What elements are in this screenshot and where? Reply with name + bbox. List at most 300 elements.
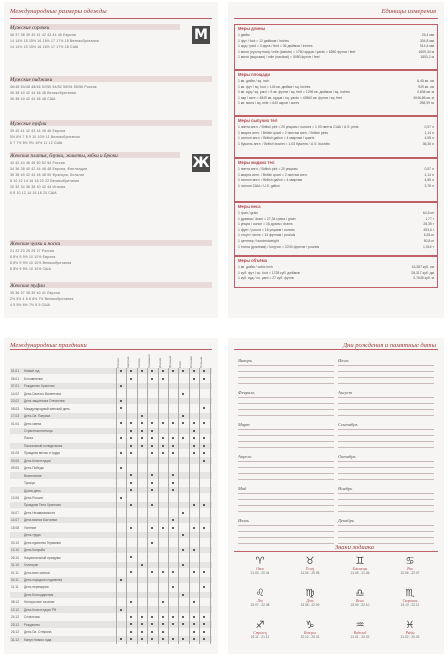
- divider: [234, 551, 438, 552]
- holiday-row: [10, 443, 212, 449]
- measure-line: [238, 217, 434, 221]
- holiday-row: [10, 375, 212, 381]
- holidays-table: [10, 354, 212, 650]
- size-row: 36 38 40 42 44 46 48 США: [10, 97, 56, 101]
- write-line: [238, 435, 334, 436]
- zodiac-dates: 22.12 - 20.01: [300, 635, 320, 639]
- size-row: 4 5 5½ 6½ 7½ 8 9 США: [10, 303, 51, 307]
- holiday-mark: [162, 623, 164, 625]
- zodiac-name: Рыбы: [405, 631, 415, 635]
- zodiac-sign: [390, 556, 430, 575]
- holiday-mark: [141, 415, 143, 417]
- measure-line: [238, 184, 434, 188]
- holiday-mark: [151, 370, 153, 372]
- zodiac-sign: [240, 588, 280, 607]
- holiday-mark: [172, 445, 174, 447]
- measure-value: 0,57 л: [424, 125, 434, 129]
- zodiac-icon: ♑: [305, 620, 315, 631]
- holiday-mark: [151, 430, 153, 432]
- measure-value: 25,4 мм: [421, 33, 434, 37]
- write-line: [338, 441, 434, 442]
- measure-value: 0,7645 куб. м: [413, 276, 434, 281]
- zodiac-dates: 21.01 - 20.02: [350, 635, 370, 639]
- holiday-mark: [162, 631, 164, 633]
- divider: [234, 349, 438, 350]
- month-label: Сентябрь: [338, 422, 358, 427]
- holiday-name: День Победы: [24, 466, 44, 471]
- column-header: Россия: [116, 358, 120, 368]
- measure-unit: 1 стоун / stone = 14 фунтам / pounds: [238, 233, 296, 238]
- write-line: [338, 473, 434, 474]
- holiday-name: Непорочное зачатие: [24, 600, 55, 605]
- divider: [10, 18, 212, 19]
- holiday-mark: [203, 616, 205, 618]
- holiday-row: [10, 413, 212, 419]
- write-line: [238, 537, 334, 538]
- holiday-row: [10, 539, 212, 545]
- holiday-row: [10, 398, 212, 404]
- measure-line: [238, 211, 434, 215]
- holiday-mark: [120, 407, 122, 409]
- section-title: Мужские туфли: [10, 120, 47, 127]
- holiday-date: 08.03: [11, 406, 19, 411]
- holiday-mark: [182, 534, 184, 536]
- holiday-row: [10, 487, 212, 493]
- holiday-name: Духов день: [24, 488, 41, 493]
- holiday-mark: [193, 601, 195, 603]
- holiday-row: [10, 532, 212, 538]
- holiday-name: Канун Нового года: [24, 637, 52, 642]
- holiday-date: 06.01: [11, 376, 19, 381]
- holiday-mark: [203, 638, 205, 640]
- holiday-mark: [120, 437, 122, 439]
- month-label: Декабрь: [338, 518, 354, 523]
- holiday-mark: [130, 601, 132, 603]
- holiday-name: Национальный праздник: [24, 555, 61, 560]
- measure-unit: 1 куб. ярд / cu. yard = 27 куб. футов: [238, 276, 294, 281]
- zodiac-icon: ♉: [305, 556, 315, 567]
- holiday-mark: [172, 437, 174, 439]
- measure-unit: 1 кв. дюйм / sq. inch: [238, 79, 270, 83]
- write-line: [338, 415, 434, 416]
- measure-value: 1,77 г: [425, 216, 434, 221]
- column-header: Франция: [168, 355, 172, 368]
- write-line: [338, 461, 434, 462]
- holiday-row: [10, 502, 212, 508]
- holiday-mark: [203, 631, 205, 633]
- write-line: [238, 383, 334, 384]
- holiday-mark: [193, 370, 195, 372]
- holiday-mark: [141, 437, 143, 439]
- write-line: [238, 415, 334, 416]
- holiday-mark: [162, 601, 164, 603]
- holiday-mark: [203, 623, 205, 625]
- holiday-date: 01.01: [11, 369, 19, 374]
- holiday-name: Хэллоуин: [24, 563, 39, 568]
- holiday-row: [10, 621, 212, 627]
- zodiac-icon: ♌: [255, 588, 265, 599]
- zodiac-sign: [290, 556, 330, 575]
- holiday-mark: [162, 437, 164, 439]
- holiday-mark: [120, 422, 122, 424]
- zodiac-sign: [290, 588, 330, 607]
- measures-page: [228, 2, 444, 318]
- measure-line: [238, 125, 434, 129]
- holiday-date: 15.08: [11, 525, 19, 530]
- size-row: 46/48 50/48 48/46 52/50 54/52 56/54 58/56 Россия: [10, 85, 97, 89]
- holiday-date: 03.05: [11, 458, 19, 463]
- measure-line: [238, 33, 434, 37]
- holiday-mark: [120, 385, 122, 387]
- measure-value: 914,4 мм: [419, 44, 434, 49]
- write-line: [238, 429, 334, 430]
- holiday-row: [10, 480, 212, 486]
- measure-line: [238, 55, 434, 59]
- measure-line: [238, 239, 434, 243]
- size-row: 8 8½ 9 9½ 10 10½ Европа: [10, 255, 56, 259]
- holiday-row: [10, 592, 212, 598]
- month-label: Октябрь: [338, 454, 356, 459]
- write-line: [238, 511, 334, 512]
- holiday-date: 26.12: [11, 630, 19, 635]
- zodiac-name: Стрелец: [253, 631, 267, 635]
- holiday-mark: [130, 378, 132, 380]
- holiday-mark: [130, 474, 132, 476]
- section-logo-icon: Ж: [192, 155, 210, 171]
- holiday-mark: [120, 579, 122, 581]
- zodiac-name: Козерог: [304, 631, 316, 635]
- section-title: Мужские сорочки: [10, 24, 50, 31]
- measure-value: 1853,2 м: [420, 55, 434, 60]
- measure-heading: Меры веса: [238, 204, 261, 209]
- measure-line: [238, 50, 434, 54]
- holiday-row: [10, 465, 212, 471]
- birthdays-page: [228, 338, 444, 654]
- holiday-mark: [193, 616, 195, 618]
- write-line: [338, 409, 434, 410]
- holiday-mark: [193, 378, 195, 380]
- zodiac-dates: 21.04 - 20.05: [300, 571, 320, 575]
- size-row: 36 38 40 42 44 46 48 Великобритания: [10, 91, 77, 95]
- holiday-mark: [203, 445, 205, 447]
- holiday-mark: [162, 571, 164, 573]
- size-row: 6 7 7½ 8½ 9½ 10½ 11 12 США: [10, 141, 63, 145]
- holiday-name: Праздник весны и труда: [24, 451, 60, 456]
- holiday-mark: [162, 422, 164, 424]
- holiday-row: [10, 614, 212, 620]
- holiday-mark: [172, 422, 174, 424]
- measure-unit: 1 фунт / pound = 16 унциям / ounces: [238, 227, 295, 232]
- holiday-name: День народного единства: [24, 577, 62, 582]
- holiday-mark: [151, 527, 153, 529]
- holiday-date: 01.11: [11, 570, 19, 575]
- holiday-mark: [203, 370, 205, 372]
- holiday-name: День Святого Валентина: [24, 391, 61, 396]
- write-line: [338, 377, 434, 378]
- holiday-mark: [151, 616, 153, 618]
- measure-line: [238, 44, 434, 48]
- measure-unit: 1 пинта англ. / British pint = 20 унциям: [238, 167, 298, 171]
- zodiac-icon: ♎: [355, 588, 365, 599]
- size-row: 36 38 40 42 44 46 48 50 Франция, Бельгия: [10, 173, 85, 177]
- month-label: Февраль: [238, 390, 255, 395]
- write-line: [338, 383, 434, 384]
- write-line: [238, 409, 334, 410]
- measure-heading: Меры объёма: [238, 258, 267, 263]
- holiday-name: День России: [24, 496, 43, 501]
- holiday-date: 11.11: [11, 585, 19, 590]
- holiday-mark: [203, 422, 205, 424]
- measure-line: [238, 265, 434, 269]
- zodiac-dates: 21.02 - 20.03: [400, 635, 420, 639]
- write-line: [238, 377, 334, 378]
- holiday-row: [10, 495, 212, 501]
- zodiac-sign: [290, 620, 330, 639]
- page-title: Дни рождения и памятные даты: [342, 342, 436, 349]
- holiday-mark: [130, 430, 132, 432]
- measure-heading: Меры сыпучих тел: [238, 118, 278, 123]
- zodiac-sign: [240, 620, 280, 639]
- size-row: 35 36 37 38 39 40 41 Европа: [10, 291, 60, 295]
- holiday-mark: [130, 482, 132, 484]
- holiday-mark: [203, 378, 205, 380]
- measure-line: [238, 39, 434, 43]
- measure-line: [238, 131, 434, 135]
- measure-value: 50,8 кг: [423, 239, 434, 243]
- holiday-name: День всех святых: [24, 570, 50, 575]
- size-row: 8 8½ 9 9½ 10 10½ США: [10, 267, 52, 271]
- month-label: Март: [238, 422, 250, 427]
- holiday-name: Богоявление: [24, 376, 44, 381]
- measure-line: [238, 90, 434, 94]
- holiday-row: [10, 390, 212, 396]
- zodiac-icon: ♏: [405, 588, 415, 599]
- holiday-row: [10, 524, 212, 530]
- holiday-date: 01.04: [11, 421, 19, 426]
- holiday-mark: [141, 623, 143, 625]
- section-logo-icon: М: [192, 26, 210, 44]
- month-label: Август: [338, 390, 352, 395]
- measure-line: [238, 233, 434, 237]
- holiday-mark: [182, 549, 184, 551]
- holiday-mark: [193, 638, 195, 640]
- write-line: [338, 525, 434, 526]
- holiday-mark: [203, 437, 205, 439]
- zodiac-dates: 23.09 - 22.10: [350, 603, 370, 607]
- zodiac-name: Близнецы: [352, 567, 368, 571]
- zodiac-icon: ♍: [305, 588, 315, 599]
- page-title: Международные праздники: [10, 342, 87, 349]
- holiday-name: Успение: [24, 525, 37, 530]
- zodiac-name: Скорпион: [402, 599, 418, 603]
- measure-line: [238, 271, 434, 275]
- measure-unit: 1 кв. дюйм / cubic inch: [238, 265, 273, 269]
- holiday-mark: [130, 504, 132, 506]
- holiday-name: День Св. Патрика: [24, 414, 51, 419]
- holiday-mark: [120, 370, 122, 372]
- write-line: [238, 505, 334, 506]
- month-label: Ноябрь: [338, 486, 353, 491]
- holiday-mark: [120, 452, 122, 454]
- measure-unit: 1 дюйм: [238, 33, 250, 37]
- measure-line: [238, 276, 434, 280]
- holiday-mark: [172, 623, 174, 625]
- holiday-mark: [162, 527, 164, 529]
- zodiac-name: Лев: [257, 599, 263, 603]
- holiday-mark: [120, 467, 122, 469]
- holiday-mark: [130, 445, 132, 447]
- zodiac-name: Водолей: [353, 631, 367, 635]
- write-line: [238, 531, 334, 532]
- zodiac-icon: ♋: [405, 556, 415, 567]
- zodiac-sign: [340, 620, 380, 639]
- holiday-date: 12.06: [11, 496, 19, 501]
- measure-line: [238, 142, 434, 146]
- holiday-name: День взятия Бастилии: [24, 518, 58, 523]
- holiday-name: Международный женский день: [24, 406, 70, 411]
- holiday-mark: [130, 452, 132, 454]
- holiday-name: Рождество Христово: [24, 384, 55, 389]
- measure-line: [238, 178, 434, 182]
- holiday-mark: [193, 430, 195, 432]
- measure-unit: 1 куб. фут / cu. foot = 1728 куб. дюймов: [238, 270, 300, 275]
- write-line: [338, 511, 434, 512]
- holiday-mark: [182, 370, 184, 372]
- holiday-mark: [172, 474, 174, 476]
- page-title: Единицы измерения: [381, 8, 436, 15]
- measure-value: 453,6 г: [423, 227, 434, 232]
- holiday-mark: [141, 422, 143, 424]
- measure-unit: 1 акр / acre = 4840 кв. ярдов / sq. yards = 43560 кв. футов / sq. feet: [238, 95, 342, 100]
- write-line: [238, 543, 334, 544]
- holiday-row: [10, 420, 212, 426]
- column-header: Италия: [157, 357, 162, 368]
- holiday-mark: [151, 623, 153, 625]
- write-line: [338, 371, 434, 372]
- holiday-mark: [193, 445, 195, 447]
- zodiac-dates: 22.06 - 22.07: [400, 571, 420, 575]
- holiday-mark: [141, 430, 143, 432]
- holiday-date: 14.02: [11, 391, 19, 396]
- holiday-row: [10, 368, 212, 374]
- holiday-row: [10, 457, 212, 463]
- holiday-mark: [141, 564, 143, 566]
- holiday-date: 03.10: [11, 540, 19, 545]
- holiday-row: [10, 472, 212, 478]
- holiday-date: 01.05: [11, 451, 19, 456]
- holiday-name: День Конституции РФ: [24, 607, 57, 612]
- holiday-name: Рождество: [24, 622, 40, 627]
- zodiac-name: Овен: [256, 567, 264, 571]
- measure-line: [238, 79, 434, 83]
- month-label: Январь: [238, 358, 252, 363]
- month-label: Апрель: [238, 454, 252, 459]
- holiday-date: 08.12: [11, 600, 19, 605]
- measure-value: 28,317 куб. дм: [411, 270, 434, 275]
- month-label: Июнь: [238, 518, 249, 523]
- holiday-mark: [203, 586, 205, 588]
- holiday-mark: [130, 616, 132, 618]
- holiday-date: 12.10: [11, 548, 19, 553]
- holiday-mark: [151, 631, 153, 633]
- holiday-mark: [182, 422, 184, 424]
- zodiac-name: Весы: [356, 599, 364, 603]
- column-header: Испания: [188, 356, 193, 368]
- write-line: [338, 493, 434, 494]
- measure-heading: Меры длины: [238, 26, 266, 31]
- holiday-mark: [193, 623, 195, 625]
- holiday-mark: [182, 415, 184, 417]
- holiday-mark: [162, 370, 164, 372]
- holiday-mark: [141, 631, 143, 633]
- month-label: Июль: [338, 358, 349, 363]
- holiday-name: День Конституции: [24, 458, 51, 463]
- holiday-mark: [151, 437, 153, 439]
- holiday-mark: [151, 378, 153, 380]
- holiday-name: День Благодарения: [24, 592, 54, 597]
- holiday-mark: [130, 370, 132, 372]
- measure-value: 304,8 мм: [419, 38, 434, 43]
- holiday-mark: [162, 638, 164, 640]
- measure-unit: 1 галлон англ. / British gallon = 4 квартам: [238, 178, 303, 183]
- holiday-mark: [203, 527, 205, 529]
- measure-unit: 1 пинта англ. / British pint = 20 унциям / ounces = 1,03 пинты США / U.S. pints: [238, 125, 359, 129]
- size-row: 39 40 41 42 43 44 45 46 Европа: [10, 129, 66, 133]
- holiday-mark: [130, 556, 132, 558]
- holiday-row: [10, 428, 212, 434]
- holiday-mark: [130, 437, 132, 439]
- measure-value: 28,35 г: [423, 222, 434, 227]
- write-line: [238, 397, 334, 398]
- holiday-mark: [130, 571, 132, 573]
- holiday-name: День защитника Отечества: [24, 399, 65, 404]
- measure-value: 36,36 л: [422, 141, 434, 146]
- measure-value: 3,78 л: [424, 183, 434, 188]
- holiday-name: Троица: [24, 481, 35, 486]
- measure-unit: 1 кв. фут / sq. foot = 144 кв. дюйма / sq. inches: [238, 84, 311, 89]
- section-title: Женские туфли: [10, 282, 45, 289]
- holiday-mark: [172, 452, 174, 454]
- measure-unit: 1 центнер / hundredweight: [238, 239, 279, 243]
- size-row: 40 42 44 46 48 50 52 54 Россия: [10, 161, 65, 165]
- measure-value: 0,57 л: [424, 167, 434, 171]
- holiday-mark: [162, 616, 164, 618]
- write-line: [238, 525, 334, 526]
- holiday-row: [10, 435, 212, 441]
- write-line: [238, 467, 334, 468]
- holidays-page: [4, 338, 218, 654]
- size-row: 5½ 6½ 7 8 9 10 10½ 11 Великобритания: [10, 135, 80, 139]
- holiday-mark: [172, 638, 174, 640]
- measure-unit: 1 бушель англ. / British bushel = 1,03 бушеля / U.S. bushels: [238, 141, 330, 146]
- holiday-name: День перемирия: [24, 585, 49, 590]
- holiday-mark: [130, 422, 132, 424]
- write-line: [238, 473, 334, 474]
- size-row: 8 10 12 14 16 18 20 22 Великобритания: [10, 179, 80, 183]
- holiday-mark: [203, 452, 205, 454]
- measure-line: [238, 173, 434, 177]
- holiday-row: [10, 584, 212, 590]
- holiday-mark: [162, 378, 164, 380]
- holiday-name: Страстная пятница: [24, 428, 53, 433]
- measure-value: 4,55 л: [424, 136, 434, 141]
- zodiac-sign: [340, 556, 380, 575]
- month-label: Май: [238, 486, 247, 491]
- holiday-mark: [182, 393, 184, 395]
- measure-value: 64,8 мг: [422, 211, 434, 215]
- holiday-mark: [151, 489, 153, 491]
- holiday-mark: [182, 616, 184, 618]
